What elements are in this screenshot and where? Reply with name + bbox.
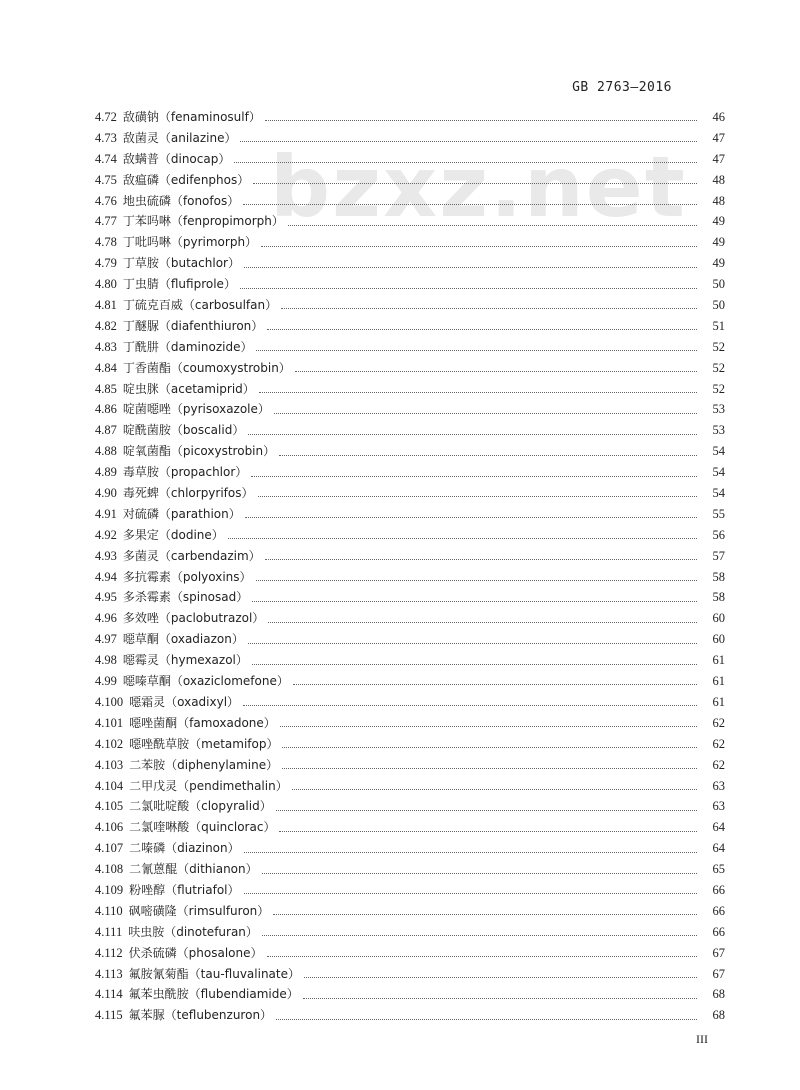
toc-entry[interactable] — [95, 880, 725, 901]
watermark: bzxz.net — [270, 138, 687, 236]
toc-dot-leader — [244, 266, 697, 268]
toc-entry[interactable] — [95, 671, 725, 692]
toc-entry-number: 4.88 — [95, 444, 117, 459]
toc-entry-number: 4.111 — [95, 924, 123, 939]
toc-entry-page: 57 — [712, 548, 725, 563]
toc-entry[interactable] — [95, 170, 725, 191]
toc-dot-leader — [295, 370, 697, 372]
toc-entry-page: 63 — [712, 778, 725, 793]
toc-entry-page: 47 — [712, 130, 725, 145]
toc-entry-number: 4.109 — [95, 882, 124, 897]
toc-dot-leader — [281, 307, 697, 309]
toc-entry-number: 4.85 — [95, 381, 117, 396]
toc-entry-title: 噁霉灵（hymexazol） — [122, 653, 248, 668]
toc-dot-leader — [228, 537, 697, 539]
toc-entry[interactable] — [95, 755, 725, 776]
toc-dot-leader — [293, 683, 697, 685]
toc-dot-leader — [282, 767, 697, 769]
toc-entry-number: 4.101 — [95, 715, 124, 730]
toc-entry[interactable] — [95, 316, 725, 337]
toc-entry-title: 氟胺氰菊酯（tau-fluvalinate） — [128, 966, 301, 981]
toc-entry-title: 丁硫克百威（carbosulfan） — [122, 298, 278, 313]
toc-entry-page: 51 — [712, 318, 725, 333]
toc-entry-title: 毒死蜱（chlorpyrifos） — [122, 486, 254, 501]
toc-entry-page: 53 — [712, 402, 725, 417]
toc-entry-title: 丁吡吗啉（pyrimorph） — [122, 235, 258, 250]
toc-dot-leader — [256, 349, 697, 351]
toc-entry-title: 多果定（dodine） — [122, 527, 224, 542]
toc-entry-page: 61 — [712, 674, 725, 689]
toc-entry-title: 丁香菌酯（coumoxystrobin） — [122, 360, 291, 375]
toc-dot-leader — [303, 997, 697, 999]
toc-entry[interactable] — [95, 734, 725, 755]
toc-entry-number: 4.113 — [95, 966, 123, 981]
toc-entry-page: 61 — [712, 653, 725, 668]
table-of-contents — [95, 107, 725, 1026]
toc-entry[interactable] — [95, 128, 725, 149]
toc-dot-leader — [304, 976, 697, 978]
toc-entry-page: 48 — [712, 172, 725, 187]
toc-entry-number: 4.75 — [95, 172, 117, 187]
toc-entry-number: 4.107 — [95, 841, 124, 856]
toc-entry-page: 66 — [712, 924, 725, 939]
toc-entry-number: 4.105 — [95, 799, 124, 814]
toc-entry-title: 啶酰菌胺（boscalid） — [122, 423, 245, 438]
toc-entry-page: 46 — [712, 110, 725, 124]
toc-entry-page: 62 — [712, 736, 725, 751]
toc-entry-number: 4.84 — [95, 360, 117, 375]
toc-entry-title: 二氰蒽醌（dithianon） — [129, 862, 258, 877]
toc-dot-leader — [259, 391, 697, 393]
toc-dot-leader — [292, 788, 697, 790]
toc-entry-page: 58 — [712, 590, 725, 605]
toc-entry[interactable] — [95, 1005, 725, 1026]
toc-entry-number: 4.74 — [95, 151, 117, 166]
toc-entry-number: 4.104 — [95, 778, 124, 793]
toc-entry-page: 62 — [712, 757, 725, 772]
toc-entry-number: 4.72 — [95, 110, 117, 124]
toc-entry[interactable] — [95, 483, 725, 504]
toc-entry-title: 丁醚脲（diafenthiuron） — [122, 318, 264, 333]
toc-entry[interactable] — [95, 358, 725, 379]
toc-entry-page: 67 — [712, 966, 725, 981]
toc-entry-page: 64 — [712, 820, 725, 835]
toc-entry-number: 4.102 — [95, 736, 124, 751]
toc-entry-title: 二氯喹啉酸（quinclorac） — [129, 820, 276, 835]
toc-entry-number: 4.98 — [95, 653, 117, 668]
toc-entry-page: 52 — [712, 339, 725, 354]
toc-dot-leader — [279, 830, 697, 832]
toc-entry-page: 50 — [712, 277, 725, 292]
page-folio: III — [696, 1032, 708, 1046]
toc-entry[interactable] — [95, 650, 725, 671]
toc-entry-page: 65 — [712, 862, 725, 877]
toc-entry[interactable] — [95, 274, 725, 295]
toc-dot-leader — [248, 433, 697, 435]
toc-entry-page: 49 — [712, 214, 725, 229]
toc-dot-leader — [261, 245, 697, 247]
toc-entry-page: 58 — [712, 569, 725, 584]
toc-entry-title: 氟苯脲（teflubenzuron） — [128, 1008, 273, 1023]
toc-entry-title: 噁霜灵（oxadixyl） — [129, 694, 240, 709]
toc-entry-title: 噁嗪草酮（oxaziclomefone） — [122, 674, 289, 689]
toc-entry-number: 4.73 — [95, 130, 117, 145]
toc-entry-page: 54 — [712, 444, 725, 459]
toc-entry-page: 49 — [712, 256, 725, 271]
toc-entry-page: 63 — [712, 799, 725, 814]
toc-entry-number: 4.110 — [95, 903, 123, 918]
toc-entry-title: 毒草胺（propachlor） — [122, 465, 248, 480]
toc-entry[interactable] — [95, 253, 725, 274]
toc-entry-number: 4.97 — [95, 632, 117, 647]
toc-entry[interactable] — [95, 420, 725, 441]
toc-entry-title: 丁酰肼（daminozide） — [122, 339, 253, 354]
toc-entry-page: 64 — [712, 841, 725, 856]
standard-code: GB 2763—2016 — [572, 80, 672, 95]
toc-entry-title: 多效唑（paclobutrazol） — [122, 611, 265, 626]
toc-entry-number: 4.76 — [95, 193, 117, 208]
toc-entry-number: 4.86 — [95, 402, 117, 417]
toc-entry-number: 4.91 — [95, 506, 117, 521]
toc-entry-page: 53 — [712, 423, 725, 438]
toc-dot-leader — [244, 892, 697, 894]
toc-entry-title: 多杀霉素（spinosad） — [122, 590, 249, 605]
toc-dot-leader — [245, 516, 697, 518]
toc-entry[interactable] — [95, 337, 725, 358]
toc-entry-number: 4.90 — [95, 486, 117, 501]
toc-entry-page: 47 — [712, 151, 725, 166]
toc-entry-number: 4.80 — [95, 277, 117, 292]
toc-entry[interactable] — [95, 295, 725, 316]
toc-dot-leader — [253, 182, 697, 184]
toc-entry-title: 砜嘧磺隆（rimsulfuron） — [128, 903, 270, 918]
toc-entry-title: 多抗霉素（polyoxins） — [122, 569, 252, 584]
toc-entry[interactable] — [95, 525, 725, 546]
toc-dot-leader — [243, 704, 697, 706]
toc-entry-number: 4.87 — [95, 423, 117, 438]
toc-dot-leader — [244, 851, 697, 853]
toc-dot-leader — [288, 224, 697, 226]
toc-entry[interactable] — [95, 587, 725, 608]
toc-entry-title: 粉唑醇（flutriafol） — [129, 882, 240, 897]
toc-entry[interactable] — [95, 629, 725, 650]
toc-entry-number: 4.82 — [95, 318, 117, 333]
toc-dot-leader — [251, 475, 697, 477]
toc-entry[interactable] — [95, 817, 725, 838]
toc-entry-title: 噁草酮（oxadiazon） — [122, 632, 244, 647]
toc-dot-leader — [276, 1018, 697, 1020]
toc-dot-leader — [252, 663, 697, 665]
toc-dot-leader — [265, 558, 697, 560]
toc-entry[interactable] — [95, 546, 725, 567]
toc-dot-leader — [276, 809, 697, 811]
toc-entry-number: 4.108 — [95, 862, 124, 877]
toc-entry-page: 67 — [712, 945, 725, 960]
toc-entry[interactable] — [95, 441, 725, 462]
toc-entry[interactable] — [95, 796, 725, 817]
toc-entry[interactable] — [95, 149, 725, 170]
toc-entry-page: 68 — [712, 1008, 725, 1023]
toc-dot-leader — [248, 642, 697, 644]
toc-entry-title: 呋虫胺（dinotefuran） — [128, 924, 258, 939]
toc-entry-number: 4.92 — [95, 527, 117, 542]
toc-entry[interactable] — [95, 713, 725, 734]
toc-entry-title: 噁唑菌酮（famoxadone） — [129, 715, 276, 730]
toc-entry-page: 52 — [712, 360, 725, 375]
toc-entry-title: 二苯胺（diphenylamine） — [129, 757, 279, 772]
toc-entry-number: 4.99 — [95, 674, 117, 689]
toc-dot-leader — [258, 495, 698, 497]
toc-entry-number: 4.81 — [95, 298, 117, 313]
toc-entry-number: 4.83 — [95, 339, 117, 354]
toc-entry-page: 55 — [712, 506, 725, 521]
toc-dot-leader — [262, 934, 697, 936]
toc-dot-leader — [243, 203, 697, 205]
toc-entry-title: 丁虫腈（flufiprole） — [122, 277, 236, 292]
toc-entry[interactable] — [95, 922, 725, 943]
toc-entry-page: 62 — [712, 715, 725, 730]
toc-entry[interactable] — [95, 191, 725, 212]
toc-entry-title: 丁草胺（butachlor） — [122, 256, 240, 271]
toc-entry[interactable] — [95, 211, 725, 232]
toc-entry-title: 二甲戊灵（pendimethalin） — [129, 778, 288, 793]
toc-entry-number: 4.106 — [95, 820, 124, 835]
toc-entry[interactable] — [95, 838, 725, 859]
toc-dot-leader — [234, 161, 697, 163]
toc-entry-number: 4.100 — [95, 694, 124, 709]
toc-entry-number: 4.79 — [95, 256, 117, 271]
toc-dot-leader — [282, 746, 697, 748]
toc-entry-title: 敌磺钠（fenaminosulf） — [122, 110, 261, 124]
toc-dot-leader — [262, 872, 697, 874]
toc-entry[interactable] — [95, 692, 725, 713]
toc-entry[interactable] — [95, 232, 725, 253]
toc-dot-leader — [267, 955, 697, 957]
toc-entry-number: 4.78 — [95, 235, 117, 250]
toc-entry-page: 61 — [712, 694, 725, 709]
toc-dot-leader — [268, 621, 697, 623]
toc-dot-leader — [267, 328, 697, 330]
toc-entry-page: 54 — [712, 486, 725, 501]
toc-entry-title: 伏杀硫磷（phosalone） — [128, 945, 263, 960]
toc-entry-number: 4.93 — [95, 548, 117, 563]
toc-entry-page: 66 — [712, 903, 725, 918]
toc-entry-page: 68 — [712, 987, 725, 1002]
toc-entry-title: 地虫硫磷（fonofos） — [122, 193, 240, 208]
toc-entry[interactable] — [95, 608, 725, 629]
toc-dot-leader — [252, 600, 697, 602]
toc-entry[interactable] — [95, 462, 725, 483]
toc-entry[interactable] — [95, 901, 725, 922]
toc-entry-title: 对硫磷（parathion） — [122, 506, 241, 521]
toc-entry[interactable] — [95, 964, 725, 985]
toc-entry-title: 噁唑酰草胺（metamifop） — [129, 736, 279, 751]
toc-entry-page: 52 — [712, 381, 725, 396]
toc-dot-leader — [265, 119, 697, 121]
toc-entry-page: 54 — [712, 465, 725, 480]
toc-entry-number: 4.95 — [95, 590, 117, 605]
toc-entry-title: 氟苯虫酰胺（flubendiamide） — [128, 987, 299, 1002]
toc-entry-number: 4.115 — [95, 1008, 123, 1023]
toc-entry-page: 60 — [712, 611, 725, 626]
toc-entry-title: 二氯吡啶酸（clopyralid） — [129, 799, 272, 814]
toc-entry-page: 48 — [712, 193, 725, 208]
toc-entry-number: 4.94 — [95, 569, 117, 584]
toc-entry[interactable] — [95, 504, 725, 525]
toc-entry-number: 4.77 — [95, 214, 117, 229]
toc-entry-page: 50 — [712, 298, 725, 313]
toc-entry-title: 敌瘟磷（edifenphos） — [122, 172, 250, 187]
toc-entry-page: 66 — [712, 882, 725, 897]
toc-dot-leader — [273, 913, 697, 915]
toc-entry-title: 多菌灵（carbendazim） — [122, 548, 261, 563]
toc-entry-number: 4.112 — [95, 945, 123, 960]
toc-entry-page: 60 — [712, 632, 725, 647]
toc-entry-title: 啶菌噁唑（pyrisoxazole） — [122, 402, 270, 417]
toc-entry-number: 4.96 — [95, 611, 117, 626]
toc-entry-title: 啶氧菌酯（picoxystrobin） — [122, 444, 276, 459]
toc-entry[interactable] — [95, 776, 725, 797]
toc-entry-number: 4.114 — [95, 987, 123, 1002]
toc-entry-title: 丁苯吗啉（fenpropimorph） — [122, 214, 284, 229]
toc-dot-leader — [279, 454, 697, 456]
toc-dot-leader — [240, 287, 697, 289]
toc-entry-number: 4.103 — [95, 757, 124, 772]
toc-entry-number: 4.89 — [95, 465, 117, 480]
toc-entry[interactable] — [95, 859, 725, 880]
toc-entry[interactable] — [95, 379, 725, 400]
toc-entry[interactable] — [95, 943, 725, 964]
toc-dot-leader — [240, 140, 697, 142]
toc-entry[interactable] — [95, 984, 725, 1005]
toc-entry[interactable] — [95, 399, 725, 420]
toc-entry-title: 敌螨普（dinocap） — [122, 151, 231, 166]
toc-entry-title: 啶虫脒（acetamiprid） — [122, 381, 255, 396]
toc-entry-page: 56 — [712, 527, 725, 542]
toc-dot-leader — [280, 725, 697, 727]
toc-entry-title: 二嗪磷（diazinon） — [129, 841, 240, 856]
toc-entry[interactable] — [95, 567, 725, 588]
toc-dot-leader — [256, 579, 697, 581]
toc-dot-leader — [274, 412, 697, 414]
toc-entry-page: 49 — [712, 235, 725, 250]
toc-entry-title: 敌菌灵（anilazine） — [122, 130, 237, 145]
toc-entry[interactable] — [95, 107, 725, 128]
